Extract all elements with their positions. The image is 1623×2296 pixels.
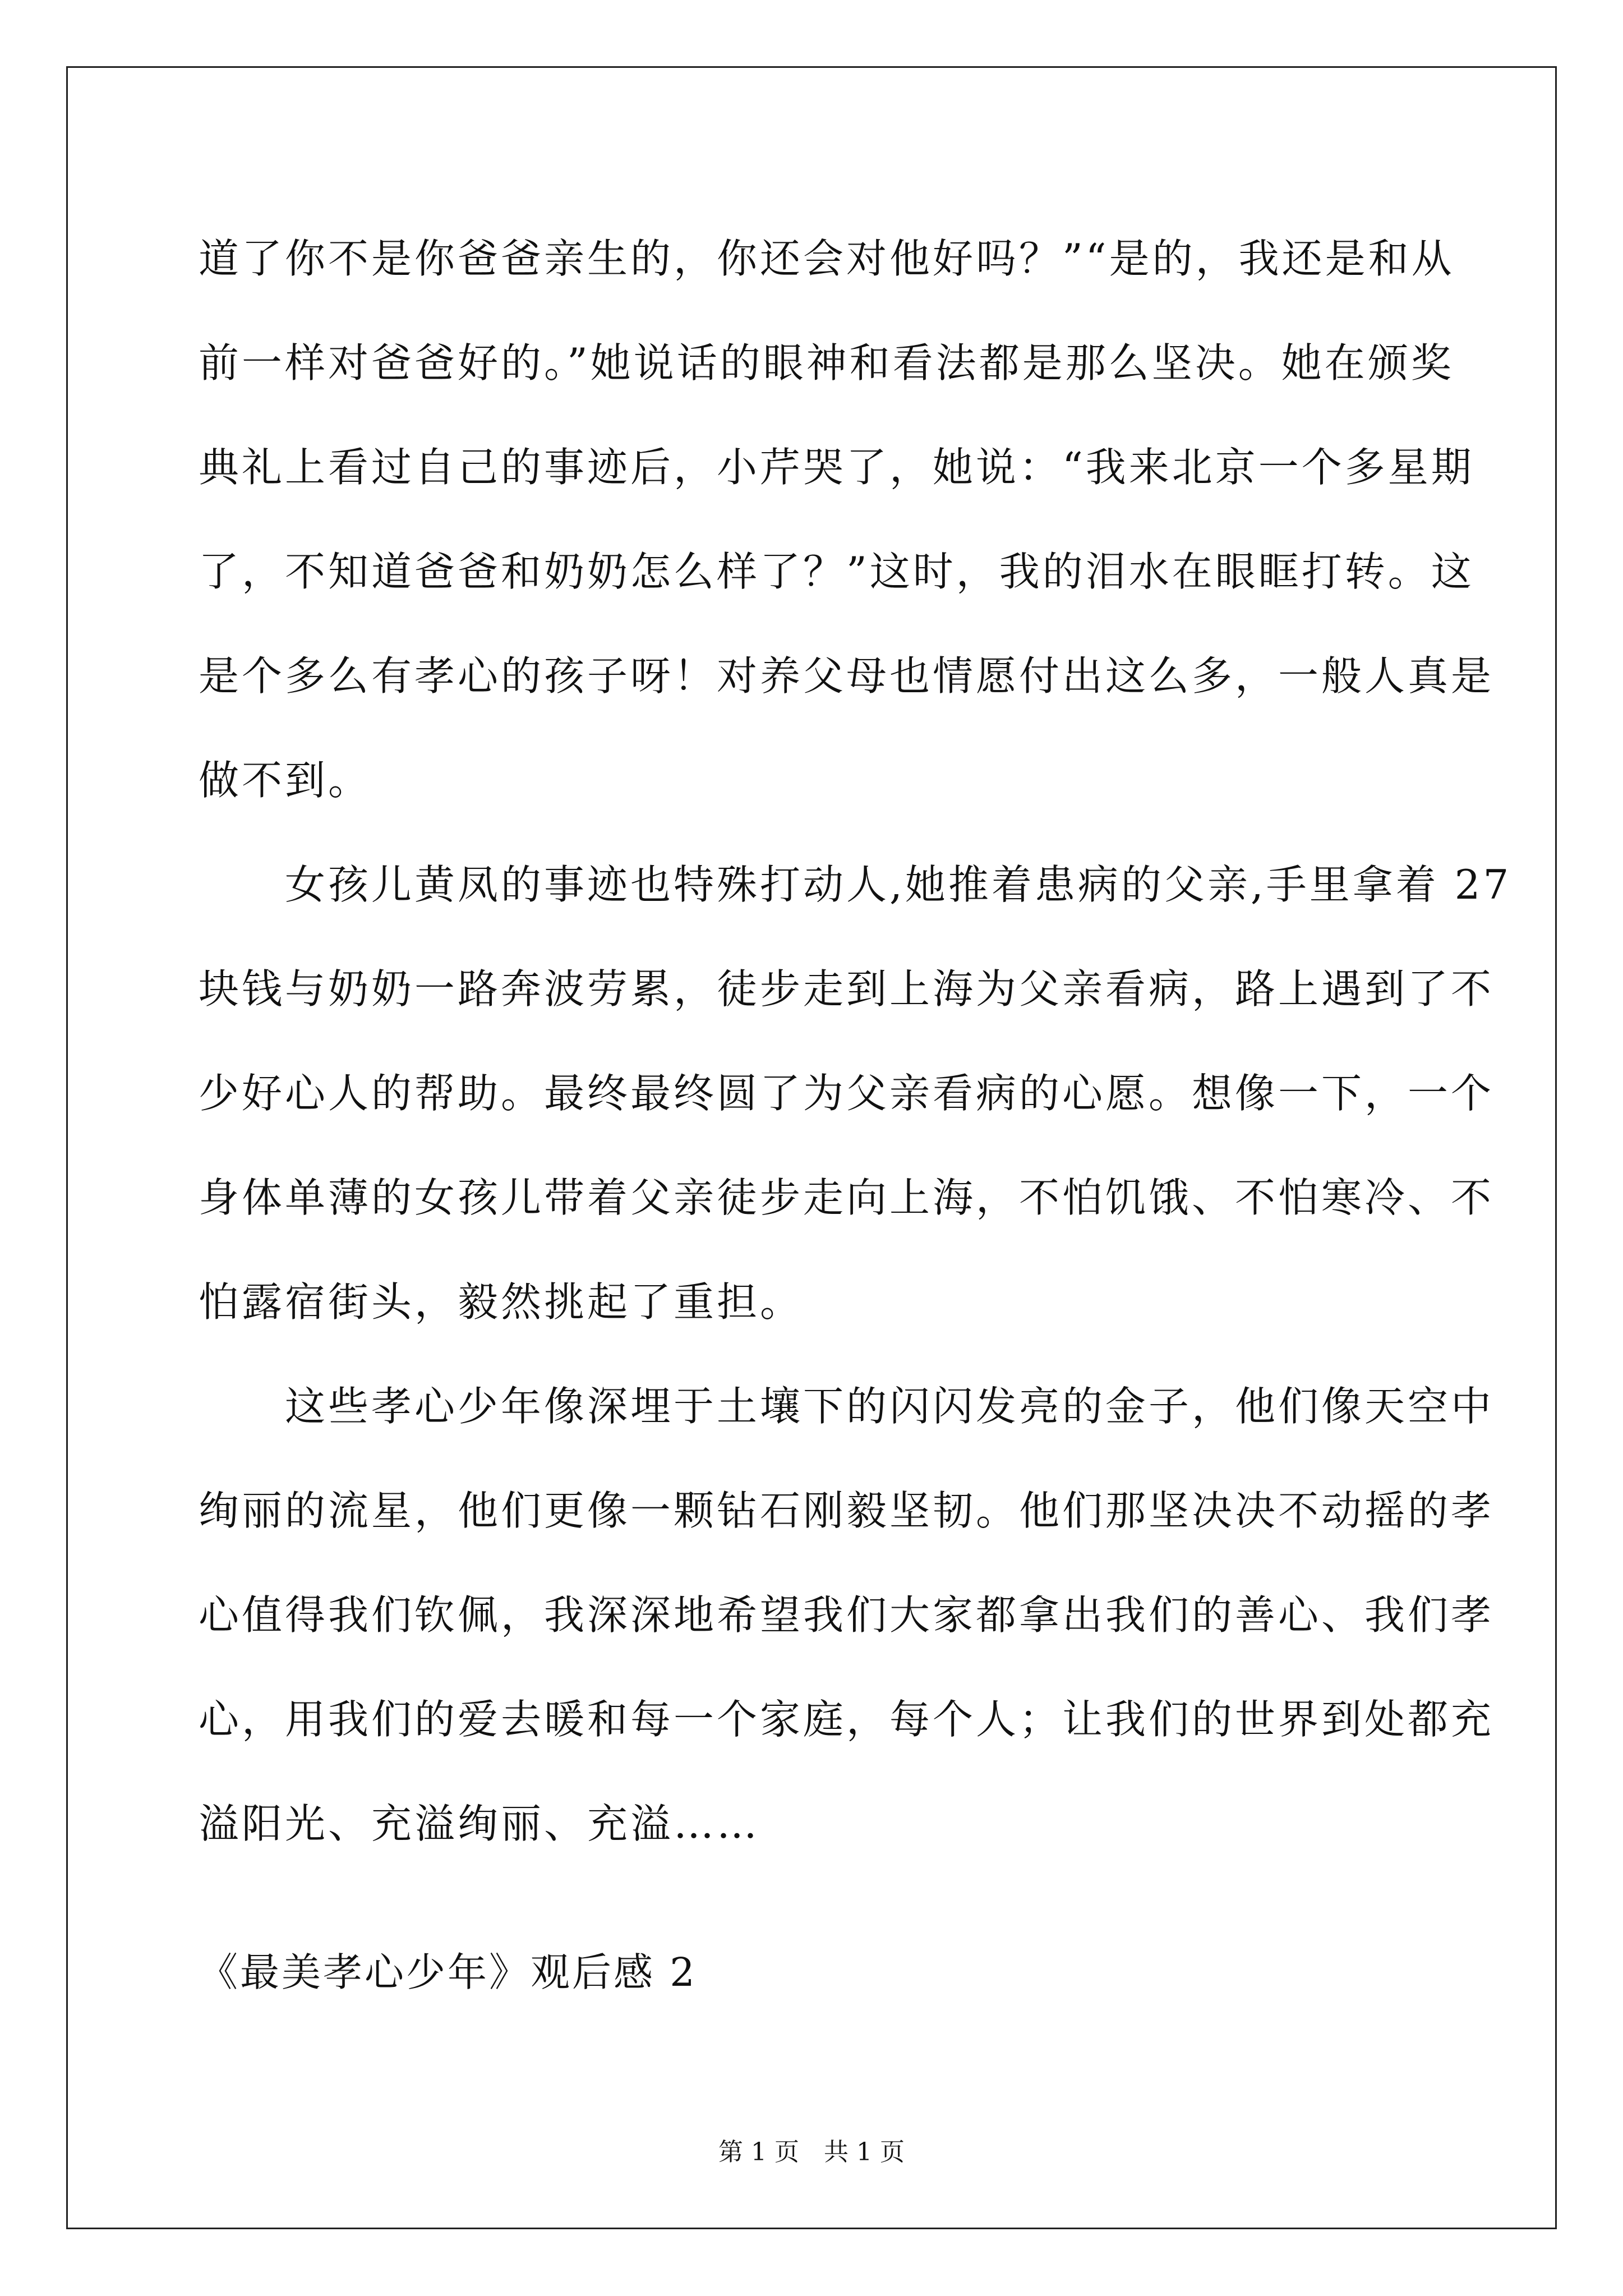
section-heading: 《最美孝心少年》观后感 2 xyxy=(199,1949,697,1995)
text-line: 怕露宿街头，毅然挑起了重担。 xyxy=(199,1278,804,1326)
text-line: 绚丽的流星，他们更像一颗钻石刚毅坚韧。他们那坚决决不动摇的孝 xyxy=(199,1487,1495,1534)
text-line: 典礼上看过自己的事迹后，小芹哭了，她说：“我来北京一个多星期 xyxy=(199,444,1474,491)
text-line: 心，用我们的爱去暖和每一个家庭，每个人；让我们的世界到处都充 xyxy=(199,1696,1495,1743)
text-line: 身体单薄的女孩儿带着父亲徒步走向上海，不怕饥饿、不怕寒冷、不 xyxy=(199,1174,1495,1221)
page-footer: 第 1 页 共 1 页 xyxy=(718,2138,905,2166)
text-line: 心值得我们钦佩，我深深地希望我们大家都拿出我们的善心、我们孝 xyxy=(199,1591,1495,1639)
text-line: 溢阳光、充溢绚丽、充溢…… xyxy=(199,1800,760,1847)
text-line: 块钱与奶奶一路奔波劳累，徒步走到上海为父亲看病，路上遇到了不 xyxy=(199,965,1495,1013)
text-line: 少好心人的帮助。最终最终圆了为父亲看病的心愿。想像一下，一个 xyxy=(199,1070,1495,1117)
text-line: 了，不知道爸爸和奶奶怎么样了？”这时，我的泪水在眼眶打转。这 xyxy=(199,548,1474,595)
text-line: 道了你不是你爸爸亲生的，你还会对他好吗？”“是的，我还是和从 xyxy=(199,235,1455,282)
text-line: 做不到。 xyxy=(199,757,372,804)
document-body xyxy=(199,206,1512,1876)
text-line: 女孩儿黄凤的事迹也特殊打动人,她推着患病的父亲,手里拿着 27 xyxy=(199,861,1512,908)
text-line: 前一样对爸爸好的。”她说话的眼神和看法都是那么坚决。她在颁奖 xyxy=(199,339,1454,386)
text-line: 是个多么有孝心的孩子呀！对养父母也情愿付出这么多，一般人真是 xyxy=(199,652,1495,700)
text-line: 这些孝心少年像深埋于土壤下的闪闪发亮的金子，他们像天空中 xyxy=(199,1383,1495,1430)
